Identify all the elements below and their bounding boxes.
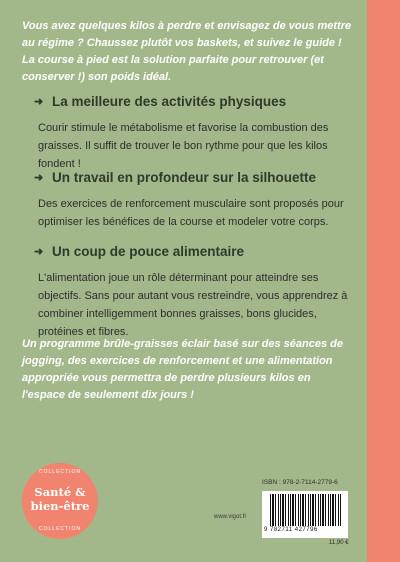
badge-title-line-1: Santé & <box>34 485 86 499</box>
barcode-number: 9 782711 427796 <box>264 527 318 533</box>
section-title: Un coup de pouce alimentaire <box>52 244 245 259</box>
publisher-website: www.vigot.fr <box>214 514 247 520</box>
section-title: La meilleure des activités physiques <box>52 94 287 109</box>
section-title: Un travail en profondeur sur la silhouette <box>52 170 317 185</box>
arrow-right-icon: ➜ <box>34 96 44 108</box>
barcode <box>262 491 348 538</box>
section-heading <box>22 170 352 185</box>
section-heading <box>22 94 352 109</box>
section-body: L'alimentation joue un rôle déterminant pour atteindre ses objectifs. Sans pour autant vous restreindre, vous apprendrez à combiner intelligemment bonnes graisses, bons glucides, protéines et fibres. <box>38 272 348 338</box>
section-nutrition <box>22 244 352 341</box>
section-body: Courir stimule le métabolisme et favorise la combustion des graisses. Il suffit de trouver le bon rythme pour que les kilos fondent ! <box>38 122 329 170</box>
arrow-right-icon: ➜ <box>34 246 44 258</box>
badge-title-line-2: bien-être <box>30 499 90 513</box>
outro-text: Un programme brûle-graisses éclair basé sur des séances de jogging, des exercices de renforcement et une alimentation appropriée vous permettra de perdre plusieurs kilos en l'espace de seulement dix jours ! <box>22 338 343 401</box>
arrow-right-icon: ➜ <box>34 172 44 184</box>
spine-band <box>367 0 400 562</box>
isbn-label: ISBN : 978-2-7114-2779-6 <box>262 479 338 486</box>
section-silhouette <box>22 170 352 231</box>
barcode-bars <box>270 494 342 526</box>
section-activities <box>22 94 352 173</box>
intro-text: Vous avez quelques kilos à perdre et envisagez de vous mettre au régime ? Chaussez plutôt vos baskets, et suivez le guide ! La course à pied est la solution parfaite pour retrouver (et conserver !) son poids idéal. <box>22 20 352 83</box>
section-heading <box>22 244 352 259</box>
badge-top-label: COLLECTION <box>39 469 81 475</box>
collection-badge <box>22 463 98 539</box>
section-body: Des exercices de renforcement musculaire sont proposés pour optimiser les bénéfices de la course et modeler votre corps. <box>38 198 344 228</box>
price-label: 11,90 € <box>329 540 349 546</box>
badge-bottom-label: COLLECTION <box>39 526 81 532</box>
badge-title <box>22 485 98 513</box>
